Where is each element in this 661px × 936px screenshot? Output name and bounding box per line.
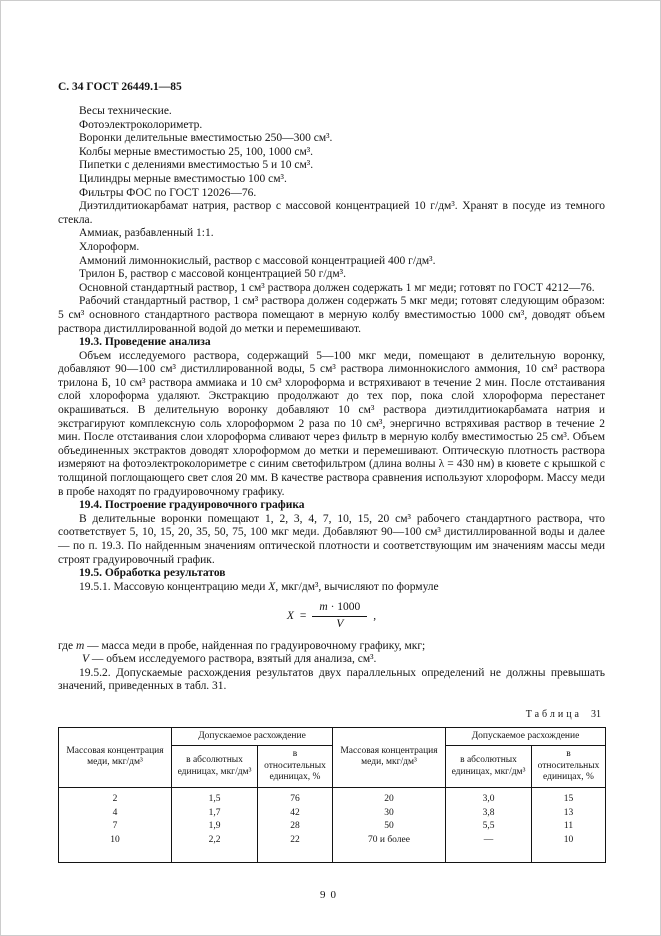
equals-sign: = xyxy=(299,609,307,622)
document-content xyxy=(58,105,605,863)
table-row xyxy=(59,807,606,821)
legend-line-v xyxy=(82,653,605,667)
legend-line-m xyxy=(58,640,605,654)
page-number: 90 xyxy=(320,889,341,902)
table-cell: 70 и более xyxy=(333,834,446,863)
formula-comma: , xyxy=(373,609,377,622)
text-span: · 1000 xyxy=(327,601,361,614)
page-header: С. 34 ГОСТ 26449.1—85 xyxy=(58,81,182,93)
table-cell: 3,0 xyxy=(446,787,532,806)
table-cell: 7 xyxy=(59,820,172,834)
table-cell: 1,7 xyxy=(172,807,258,821)
text-span: — масса меди в пробе, найденная по градуировочному графику, мкг; xyxy=(84,639,426,652)
table-caption-word: Таблица xyxy=(525,708,582,720)
paragraph-working-solution: Рабочий стандартный раствор, 1 см³ раствора должен содержать 5 мкг меди; готовят следующим образом: 5 см³ основного стандартного раствора помещают в мерную колбу вместимостью 1000 см³, доводят объем раствора дистиллированной водой до метки и перемешивают. xyxy=(58,295,605,335)
table-cell: 10 xyxy=(532,834,606,863)
table-cell: 2 xyxy=(59,787,172,806)
text-span: где xyxy=(58,639,76,652)
table-cell: 76 xyxy=(258,787,333,806)
variable-m: m xyxy=(75,639,85,652)
text-span: 19.5.1. Массовую концентрацию меди xyxy=(79,580,269,593)
table-cell: 22 xyxy=(258,834,333,863)
variable-x: X xyxy=(268,580,276,593)
paragraph-equipment-7: Фильтры ФОС по ГОСТ 12026—76. xyxy=(79,186,257,199)
table-cell: 5,5 xyxy=(446,820,532,834)
formula xyxy=(58,594,605,639)
col-header-tolerance-left: Допускаемое расхождение xyxy=(172,727,333,746)
section-heading-19-3: 19.3. Проведение анализа xyxy=(79,336,211,349)
paragraph-equipment-6: Цилиндры мерные вместимостью 100 см³. xyxy=(79,172,287,185)
fraction-denominator: V xyxy=(336,617,344,630)
paragraph-equipment-1: Весы технические. xyxy=(79,105,172,117)
table-cell: 15 xyxy=(532,787,606,806)
table-cell: 20 xyxy=(333,787,446,806)
col-header-concentration-right: Массовая концентрация меди, мкг/дм³ xyxy=(333,727,446,787)
text-span: — объем исследуемого раствора, взятый для анализа, см³. xyxy=(89,653,377,666)
subheader-absolute-right: в абсолютных единицах, мкг/дм³ xyxy=(446,746,532,788)
table-cell: 4 xyxy=(59,807,172,821)
fraction xyxy=(312,601,367,631)
paragraph-equipment-3: Воронки делительные вместимостью 250—300 см³. xyxy=(79,132,333,145)
section-heading-19-5: 19.5. Обработка результатов xyxy=(79,567,226,580)
variable-m: m xyxy=(319,601,328,614)
paragraph-19-5-1 xyxy=(58,581,605,595)
paragraph-standard-solution: Основной стандартный раствор, 1 см³ раствора должен содержать 1 мг меди; готовят по ГОСТ 4212—76. xyxy=(79,281,595,294)
table-cell: — xyxy=(446,834,532,863)
paragraph-equipment-5: Пипетки с делениями вместимостью 5 и 10 см³. xyxy=(79,159,314,172)
variable-v: V xyxy=(82,653,90,666)
table-cell: 13 xyxy=(532,807,606,821)
paragraph-reagent-4: Аммоний лимоннокислый, раствор с массовой концентрацией 400 г/дм³. xyxy=(79,254,436,267)
formula-legend xyxy=(58,640,605,667)
table-cell: 1,5 xyxy=(172,787,258,806)
paragraph-calibration-graph: В делительные воронки помещают 1, 2, 3, 4, 7, 10, 15, 20 см³ рабочего стандартного раствора, что соответствует 5, 10, 15, 20, 35, 50, 75, 100 мкг меди. Добавляют 90—100 см³ дистиллированной воды и далее — по п. 19.3. По найденным значениям оптической плотности и соответствующим им значениям массы меди строят градуировочный график. xyxy=(58,512,605,566)
table-row xyxy=(59,834,606,863)
table-cell: 2,2 xyxy=(172,834,258,863)
table-cell: 10 xyxy=(59,834,172,863)
tolerance-table xyxy=(58,727,606,864)
paragraph-reagent-1: Диэтилдитиокарбамат натрия, раствор с массовой концентрацией 10 г/дм³. Хранят в посуде из темного стекла. xyxy=(58,200,605,226)
table-caption-number: 31 xyxy=(591,708,601,720)
section-heading-19-4: 19.4. Построение градуировочного графика xyxy=(79,499,305,512)
table-row xyxy=(59,787,606,806)
table-cell: 28 xyxy=(258,820,333,834)
paragraph-reagent-5: Трилон Б, раствор с массовой концентрацией 50 г/дм³. xyxy=(79,268,346,281)
formula-variable-x: X xyxy=(286,609,294,622)
subheader-relative-right: в относительных единицах, % xyxy=(532,746,606,788)
table-cell: 50 xyxy=(333,820,446,834)
table-caption xyxy=(58,708,601,722)
paragraph-reagent-2: Аммиак, разбавленный 1:1. xyxy=(79,227,214,240)
col-header-concentration-left: Массовая концентрация меди, мкг/дм³ xyxy=(59,727,172,787)
table-cell: 1,9 xyxy=(172,820,258,834)
fraction-numerator xyxy=(312,601,367,617)
table-cell: 30 xyxy=(333,807,446,821)
table-cell: 3,8 xyxy=(446,807,532,821)
text-span: , мкг/дм³, вычисляют по формуле xyxy=(275,580,439,593)
paragraph-equipment-2: Фотоэлектроколориметр. xyxy=(79,118,203,131)
paragraph-analysis-procedure: Объем исследуемого раствора, содержащий 5—100 мкг меди, помещают в делительную воронку, добавляют 90—100 см³ дистиллированной воды, 5 см³ раствора лимоннокислого аммония, 10 см³ раствора трилона Б, 10 см³ раствора аммиака и 10 см³ хлороформа и встряхивают в течение 2 мин. После отстаивания слой хлороформа удаляют. Экстракцию продолжают до тех пор, пока слой хлороформа перестанет окрашиваться. В делительную воронку добавляют 10 см³ раствора диэтилдитиокарбамата натрия и экстрагируют комплексную соль хлороформом 2 раза по 10 см³, энергично встряхивая раствор в течение 2 мин. После отстаивания слои хлороформа сливают через фильтр в мерную колбу вместимостью 25 см³. Объем объединенных экстрактов доводят хлороформом до метки и перемешивают. Оптическую плотность раствора измеряют на фотоэлектроколориметре с синим светофильтром (длина волны λ = 430 нм) в кювете с крышкой с толщиной поглощающего свет слоя 20 мм. В качестве раствора сравнения используют хлороформ. Массу меди в пробе находят по градуировочному графику. xyxy=(58,349,605,498)
paragraph-19-5-2: 19.5.2. Допускаемые расхождения результатов двух параллельных определений не должны превышать значений, приведенных в табл. 31. xyxy=(58,666,605,693)
table-cell: 42 xyxy=(258,807,333,821)
col-header-tolerance-right: Допускаемое расхождение xyxy=(446,727,606,746)
paragraph-equipment-4: Колбы мерные вместимостью 25, 100, 1000 см³. xyxy=(79,145,314,158)
table-cell: 11 xyxy=(532,820,606,834)
subheader-absolute-left: в абсолютных единицах, мкг/дм³ xyxy=(172,746,258,788)
subheader-relative-left: в относительных единицах, % xyxy=(258,746,333,788)
paragraph-reagent-3: Хлороформ. xyxy=(79,240,140,253)
table-row xyxy=(59,820,606,834)
